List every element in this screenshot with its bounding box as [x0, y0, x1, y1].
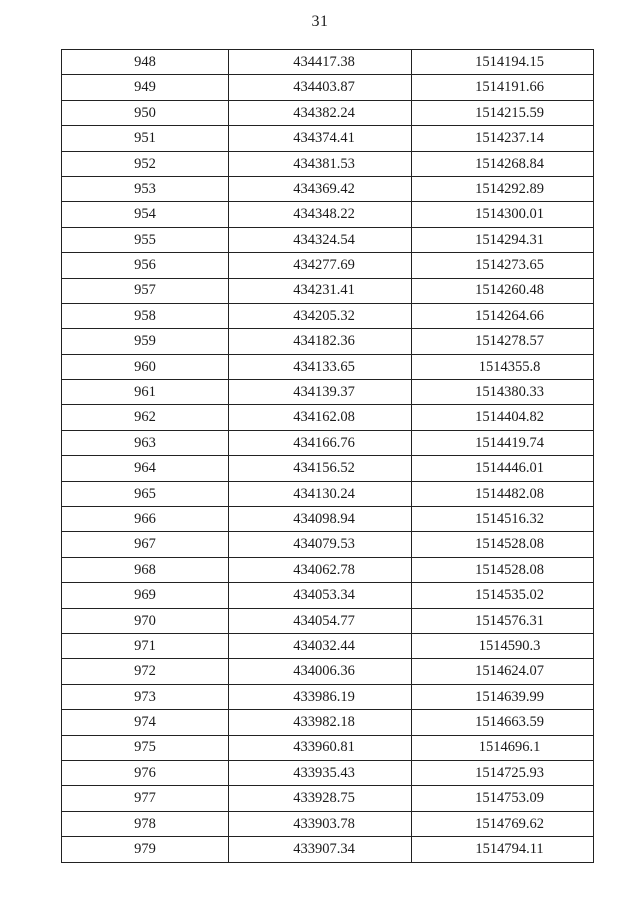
x-coordinate-cell: 434324.54 [229, 227, 412, 252]
table-row [62, 380, 594, 405]
table-row [62, 583, 594, 608]
point-number-cell: 954 [62, 202, 229, 227]
x-coordinate-cell: 434054.77 [229, 608, 412, 633]
coordinates-table [61, 49, 594, 863]
point-number-cell: 951 [62, 126, 229, 151]
table-row [62, 303, 594, 328]
table-row [62, 151, 594, 176]
table-row [62, 202, 594, 227]
x-coordinate-cell: 434182.36 [229, 329, 412, 354]
y-coordinate-cell: 1514590.3 [412, 633, 594, 658]
page-number: 31 [311, 13, 329, 30]
x-coordinate-cell: 434139.37 [229, 380, 412, 405]
table-row [62, 329, 594, 354]
table-row [62, 176, 594, 201]
point-number-cell: 953 [62, 176, 229, 201]
point-number-cell: 973 [62, 684, 229, 709]
y-coordinate-cell: 1514725.93 [412, 760, 594, 785]
x-coordinate-cell: 434369.42 [229, 176, 412, 201]
point-number-cell: 979 [62, 837, 229, 862]
point-number-cell: 959 [62, 329, 229, 354]
x-coordinate-cell: 433982.18 [229, 710, 412, 735]
table-row [62, 710, 594, 735]
y-coordinate-cell: 1514294.31 [412, 227, 594, 252]
point-number-cell: 963 [62, 430, 229, 455]
point-number-cell: 964 [62, 456, 229, 481]
table-row [62, 456, 594, 481]
y-coordinate-cell: 1514300.01 [412, 202, 594, 227]
table-row [62, 481, 594, 506]
x-coordinate-cell: 434032.44 [229, 633, 412, 658]
x-coordinate-cell: 434133.65 [229, 354, 412, 379]
x-coordinate-cell: 434381.53 [229, 151, 412, 176]
point-number-cell: 976 [62, 760, 229, 785]
table-row [62, 75, 594, 100]
y-coordinate-cell: 1514268.84 [412, 151, 594, 176]
table-row [62, 405, 594, 430]
x-coordinate-cell: 434062.78 [229, 557, 412, 582]
point-number-cell: 970 [62, 608, 229, 633]
y-coordinate-cell: 1514194.15 [412, 50, 594, 75]
point-number-cell: 974 [62, 710, 229, 735]
y-coordinate-cell: 1514696.1 [412, 735, 594, 760]
x-coordinate-cell: 433986.19 [229, 684, 412, 709]
y-coordinate-cell: 1514419.74 [412, 430, 594, 455]
point-number-cell: 972 [62, 659, 229, 684]
y-coordinate-cell: 1514355.8 [412, 354, 594, 379]
y-coordinate-cell: 1514237.14 [412, 126, 594, 151]
table-row [62, 811, 594, 836]
x-coordinate-cell: 433935.43 [229, 760, 412, 785]
y-coordinate-cell: 1514576.31 [412, 608, 594, 633]
table-row [62, 507, 594, 532]
point-number-cell: 962 [62, 405, 229, 430]
x-coordinate-cell: 434374.41 [229, 126, 412, 151]
y-coordinate-cell: 1514639.99 [412, 684, 594, 709]
y-coordinate-cell: 1514273.65 [412, 253, 594, 278]
point-number-cell: 961 [62, 380, 229, 405]
point-number-cell: 957 [62, 278, 229, 303]
x-coordinate-cell: 434417.38 [229, 50, 412, 75]
x-coordinate-cell: 433903.78 [229, 811, 412, 836]
x-coordinate-cell: 434403.87 [229, 75, 412, 100]
point-number-cell: 971 [62, 633, 229, 658]
point-number-cell: 955 [62, 227, 229, 252]
table-row [62, 354, 594, 379]
y-coordinate-cell: 1514528.08 [412, 557, 594, 582]
table-row [62, 633, 594, 658]
point-number-cell: 978 [62, 811, 229, 836]
point-number-cell: 952 [62, 151, 229, 176]
table-row [62, 430, 594, 455]
x-coordinate-cell: 434079.53 [229, 532, 412, 557]
y-coordinate-cell: 1514278.57 [412, 329, 594, 354]
y-coordinate-cell: 1514292.89 [412, 176, 594, 201]
point-number-cell: 965 [62, 481, 229, 506]
table-row [62, 786, 594, 811]
point-number-cell: 950 [62, 100, 229, 125]
point-number-cell: 975 [62, 735, 229, 760]
table-row [62, 253, 594, 278]
x-coordinate-cell: 433960.81 [229, 735, 412, 760]
point-number-cell: 958 [62, 303, 229, 328]
x-coordinate-cell: 434098.94 [229, 507, 412, 532]
y-coordinate-cell: 1514753.09 [412, 786, 594, 811]
x-coordinate-cell: 434166.76 [229, 430, 412, 455]
point-number-cell: 956 [62, 253, 229, 278]
x-coordinate-cell: 433907.34 [229, 837, 412, 862]
point-number-cell: 948 [62, 50, 229, 75]
point-number-cell: 969 [62, 583, 229, 608]
point-number-cell: 949 [62, 75, 229, 100]
x-coordinate-cell: 434162.08 [229, 405, 412, 430]
point-number-cell: 968 [62, 557, 229, 582]
coordinates-table-body [62, 50, 594, 863]
table-row [62, 760, 594, 785]
y-coordinate-cell: 1514516.32 [412, 507, 594, 532]
y-coordinate-cell: 1514215.59 [412, 100, 594, 125]
table-row [62, 278, 594, 303]
y-coordinate-cell: 1514260.48 [412, 278, 594, 303]
table-row [62, 50, 594, 75]
y-coordinate-cell: 1514482.08 [412, 481, 594, 506]
y-coordinate-cell: 1514380.33 [412, 380, 594, 405]
point-number-cell: 966 [62, 507, 229, 532]
x-coordinate-cell: 434053.34 [229, 583, 412, 608]
table-row [62, 837, 594, 862]
x-coordinate-cell: 433928.75 [229, 786, 412, 811]
x-coordinate-cell: 434382.24 [229, 100, 412, 125]
table-row [62, 659, 594, 684]
y-coordinate-cell: 1514535.02 [412, 583, 594, 608]
table-row [62, 100, 594, 125]
table-row [62, 557, 594, 582]
x-coordinate-cell: 434205.32 [229, 303, 412, 328]
y-coordinate-cell: 1514528.08 [412, 532, 594, 557]
point-number-cell: 960 [62, 354, 229, 379]
point-number-cell: 977 [62, 786, 229, 811]
y-coordinate-cell: 1514663.59 [412, 710, 594, 735]
y-coordinate-cell: 1514446.01 [412, 456, 594, 481]
table-row [62, 684, 594, 709]
x-coordinate-cell: 434130.24 [229, 481, 412, 506]
y-coordinate-cell: 1514191.66 [412, 75, 594, 100]
y-coordinate-cell: 1514794.11 [412, 837, 594, 862]
table-row [62, 126, 594, 151]
table-row [62, 227, 594, 252]
table-row [62, 735, 594, 760]
table-row [62, 608, 594, 633]
x-coordinate-cell: 434231.41 [229, 278, 412, 303]
y-coordinate-cell: 1514404.82 [412, 405, 594, 430]
x-coordinate-cell: 434348.22 [229, 202, 412, 227]
x-coordinate-cell: 434006.36 [229, 659, 412, 684]
y-coordinate-cell: 1514769.62 [412, 811, 594, 836]
y-coordinate-cell: 1514264.66 [412, 303, 594, 328]
x-coordinate-cell: 434156.52 [229, 456, 412, 481]
x-coordinate-cell: 434277.69 [229, 253, 412, 278]
table-row [62, 532, 594, 557]
y-coordinate-cell: 1514624.07 [412, 659, 594, 684]
point-number-cell: 967 [62, 532, 229, 557]
